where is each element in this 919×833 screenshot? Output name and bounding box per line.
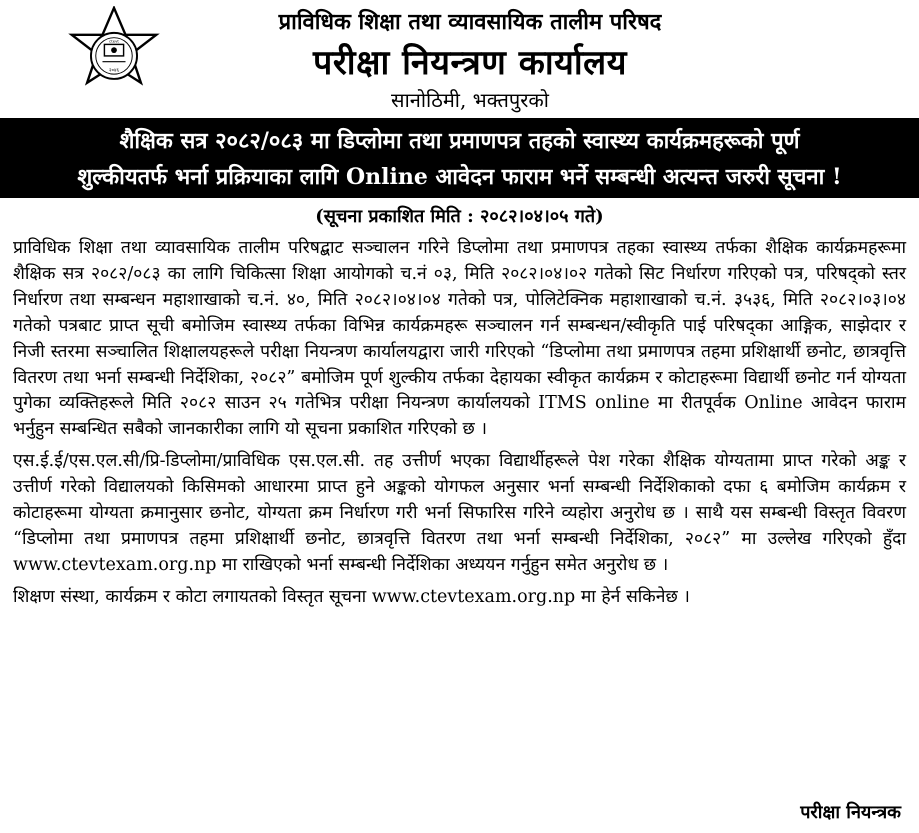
notice-title-banner: [0, 118, 919, 198]
ctevt-logo: [66, 6, 162, 102]
notice-title-line-1: शैक्षिक सत्र २०८२/०८३ मा डिप्लोमा तथा प्रमाणपत्र तहको स्वास्थ्य कार्यक्रमहरूको पूर्ण: [119, 128, 800, 154]
logo-year: २०४६: [109, 68, 119, 74]
body-paragraph: प्राविधिक शिक्षा तथा व्यावसायिक तालीम परिषद्बाट सञ्चालन गरिने डिप्लोमा तथा प्रमाणपत्र तहका स्वास्थ्य तर्फका शैक्षिक कार्यक्रमहरूमा शैक्षिक सत्र २०८२/०८३ का लागि चिकित्सा शिक्षा आयोगको च.नं ०३, मिति २०८२।०४।०२ गतेको सिट निर्धारण गरिएको पत्र, परिषद्को स्तर निर्धारण तथा सम्बन्धन महाशाखाको च.नं. ४०, मिति २०८२।०४।०४ गतेको पत्र, पोलिटेक्निक महाशाखाको च.नं. ३५३६, मिति २०८२।०३।०४ गतेको पत्रबाट प्राप्त सूची बमोजिम स्वास्थ्य तर्फका विभिन्न कार्यक्रमहरू सञ्चालन गर्न सम्बन्धन/स्वीकृति पाई परिषद्का आङ्गिक, साझेदार र निजी स्तरमा सञ्चालित शिक्षालयहरूले परीक्षा नियन्त्रण कार्यालयद्वारा जारी गरिएको “डिप्लोमा तथा प्रमाणपत्र तहमा प्रशिक्षार्थी छनोट, छात्रवृत्ति वितरण तथा भर्ना सम्बन्धी निर्देशिका, २०८२” बमोजिम पूर्ण शुल्कीय तर्फका देहायका स्वीकृत कार्यक्रम र कोटाहरूमा विद्यार्थी छनोट गर्न योग्यता पुगेका व्यक्तिहरूले मिति २०८२ साउन २५ गतेभित्र परीक्षा नियन्त्रण कार्यालयको ITMS online मा रीतपूर्वक Online आवेदन फाराम भर्नुहुन सम्बन्धित सबैको जानकारीका लागि यो सूचना प्रकाशित गरिएको छ ।: [13, 238, 906, 440]
notice-title-line-2: शुल्कीयतर्फ भर्ना प्रक्रियाका लागि Online आवेदन फाराम भर्ने सम्बन्धी अत्यन्त जरुरी सूचना !: [77, 164, 842, 190]
notice-header: [0, 0, 919, 118]
published-date: (सूचना प्रकाशित मिति : २०८२।०४।०५ गते): [315, 206, 604, 227]
office-name: परीक्षा नियन्त्रण कार्यालय: [313, 43, 627, 83]
office-address: सानोठिमी, भक्तपुरको: [391, 88, 549, 112]
body-paragraph: एस.ई.ई/एस.एल.सी/प्रि-डिप्लोमा/प्राविधिक एस.एल.सी. तह उत्तीर्ण भएका विद्यार्थीहरूले पेश गरेका शैक्षिक योग्यतामा प्राप्त गरेको अङ्क र उत्तीर्ण गरेको विद्यालयको किसिमको आधारमा प्राप्त हुने अङ्कको योगफल अनुसार भर्ना सम्बन्धी निर्देशिकाको दफा ६ बमोजिम कार्यक्रम र कोटाहरूमा योग्यता क्रमानुसार छनोट, योग्यता क्रम निर्धारण गरी भर्ना सिफारिस गरिने व्यहोरा अनुरोध छ । साथै यस सम्बन्धी विस्तृत विवरण “डिप्लोमा तथा प्रमाणपत्र तहमा प्रशिक्षार्थी छनोट, छात्रवृत्ति वितरण तथा भर्ना सम्बन्धी निर्देशिका, २०८२” मा उल्लेख गरिएको हुँदा www.ctevtexam.org.np मा राखिएको भर्ना सम्बन्धी निर्देशिका अध्ययन गर्नुहुन समेत अनुरोध छ ।: [13, 451, 906, 575]
signature: परीक्षा नियन्त्रक: [800, 802, 901, 823]
logo-text: ctevt: [109, 38, 119, 44]
body-paragraph: शिक्षण संस्था, कार्यक्रम र कोटा लगायतको विस्तृत सूचना www.ctevtexam.org.np मा हेर्न सकिनेछ ।: [13, 586, 690, 607]
notice-body: [13, 236, 906, 611]
council-name: प्राविधिक शिक्षा तथा व्यावसायिक तालीम परिषद: [278, 9, 662, 35]
